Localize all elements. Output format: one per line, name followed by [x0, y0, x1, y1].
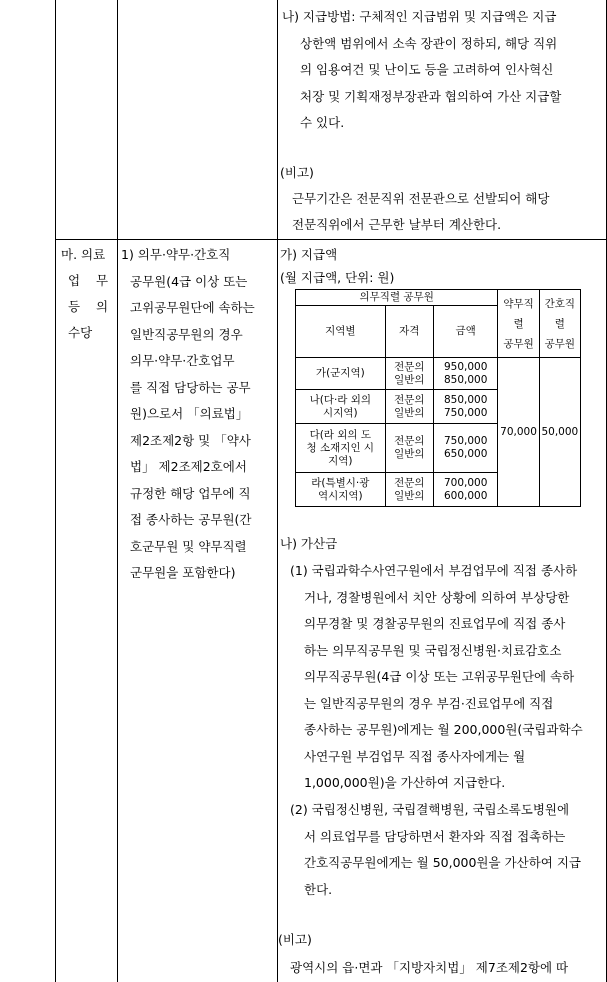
table-border-col3: [277, 0, 278, 982]
header-rank: 자격: [385, 306, 433, 358]
text-line: 고위공무원단에 속하는: [130, 300, 255, 315]
text-line: 한다.: [304, 881, 333, 897]
note-line: 근무기간은 전문직위 전문관으로 선발되어 해당: [292, 191, 550, 206]
header-pharm: 약무직 렬 공무원: [498, 290, 539, 358]
text-line: 법」 제2조제2호에서: [130, 459, 247, 474]
table-border-col2: [117, 0, 118, 982]
text-line: 공무원(4급 이상 또는: [130, 273, 248, 289]
rate-table: [295, 289, 581, 507]
text-line: 서 의료업무를 담당하면서 환자와 직접 접촉하는: [304, 828, 566, 844]
rank-cell: 전문의 일반의: [385, 424, 433, 473]
amount-cell: 850,000 750,000: [433, 390, 497, 424]
rank-cell: 전문의 일반의: [385, 473, 433, 507]
text-line: 의무직공무원(4급 이상 또는 고위공무원단에 속하: [304, 669, 575, 684]
text-line: 의 임용여건 및 난이도 등을 고려하여 인사혁신: [300, 62, 554, 77]
text-line: 거나, 경찰병원에서 치안 상황에 의하여 부상당한: [304, 589, 570, 605]
note-line: 전문직위에서 근무한 날부터 계산한다.: [292, 217, 502, 232]
text-line: (2) 국립정신병원, 국립결핵병원, 국립소록도병원에: [290, 802, 570, 817]
text-line: 사연구원 부검업무 직접 종사자에게는 월: [304, 748, 526, 764]
text-line: 나) 지급방법: 구체적인 지급범위 및 지급액은 지급: [282, 9, 557, 24]
title-line: 등 의: [68, 299, 115, 314]
item-ga-title: 가) 지급액: [280, 247, 338, 262]
row-divider: [55, 239, 607, 240]
amount-cell: 700,000 600,000: [433, 473, 497, 507]
text-line: 수 있다.: [300, 115, 345, 130]
nurse-amount: 50,000: [539, 358, 580, 507]
table-border-left: [55, 0, 56, 982]
text-line: 의무·약무·간호업무: [130, 353, 235, 368]
text-line: 를 직접 담당하는 공무: [130, 379, 251, 395]
text-line: 는 일반직공무원의 경우 부검·진료업무에 직접: [304, 695, 554, 711]
table-row: [296, 358, 581, 390]
text-line: 1,000,000원)을 가산하여 지급한다.: [304, 775, 506, 790]
text-line: 규정한 해당 업무에 직: [130, 485, 251, 501]
text-line: 접 종사하는 공무원(간: [130, 512, 252, 527]
text-line: 간호직공무원에게는 월 50,000원을 가산하여 지급: [304, 855, 581, 870]
item-na-title: 나) 가산금: [280, 536, 338, 551]
header-amount: 금액: [433, 306, 497, 358]
header-nurse: 간호직 렬 공무원: [539, 290, 580, 358]
text-line: 종사하는 공무원)에게는 월 200,000원(국립과학수: [304, 722, 583, 737]
header-group: 의무직렬 공무원: [296, 290, 498, 306]
text-line: (1) 국립과학수사연구원에서 부검업무에 직접 종사하: [290, 563, 578, 578]
region-cell: 다(라 외의 도 청 소재지인 시 지역): [296, 424, 386, 473]
text-line: 원)으로서 「의료법」: [130, 406, 249, 421]
item-ga-unit: (월 지급액, 단위: 원): [280, 270, 395, 285]
amount-cell: 950,000 850,000: [433, 358, 497, 390]
text-line: 군무원을 포함한다): [130, 565, 236, 580]
text-line: 의무경찰 및 경찰공무원의 진료업무에 직접 종사: [304, 616, 566, 631]
text-line: 일반직공무원의 경우: [130, 326, 243, 342]
title-line: 업 무: [68, 273, 115, 288]
pharm-amount: 70,000: [498, 358, 539, 507]
note-label: (비고): [278, 932, 312, 947]
text-line: 1) 의무·약무·간호직: [121, 247, 231, 262]
region-cell: 가(군지역): [296, 358, 386, 390]
region-cell: 라(특별시·광 역시지역): [296, 473, 386, 507]
amount-cell: 750,000 650,000: [433, 424, 497, 473]
title-line: 수당: [68, 325, 93, 340]
note-label: (비고): [280, 165, 314, 180]
region-cell: 나(다·라 외의 시지역): [296, 390, 386, 424]
title-line: 마. 의료: [61, 247, 106, 262]
text-line: 처장 및 기획재정부장관과 협의하여 가산 지급할: [300, 88, 562, 104]
text-line: 하는 의무직공무원 및 국립정신병원·치료감호소: [304, 642, 562, 658]
note-line: 광역시의 읍·면과 「지방자치법」 제7조제2항에 따: [290, 960, 569, 975]
rank-cell: 전문의 일반의: [385, 390, 433, 424]
text-line: 호군무원 및 약무직렬: [130, 538, 247, 554]
header-region: 지역별: [296, 306, 386, 358]
text-line: 제2조제2항 및 「약사: [130, 432, 251, 448]
text-line: 상한액 범위에서 소속 장관이 정하되, 해당 직위: [300, 35, 558, 51]
rank-cell: 전문의 일반의: [385, 358, 433, 390]
